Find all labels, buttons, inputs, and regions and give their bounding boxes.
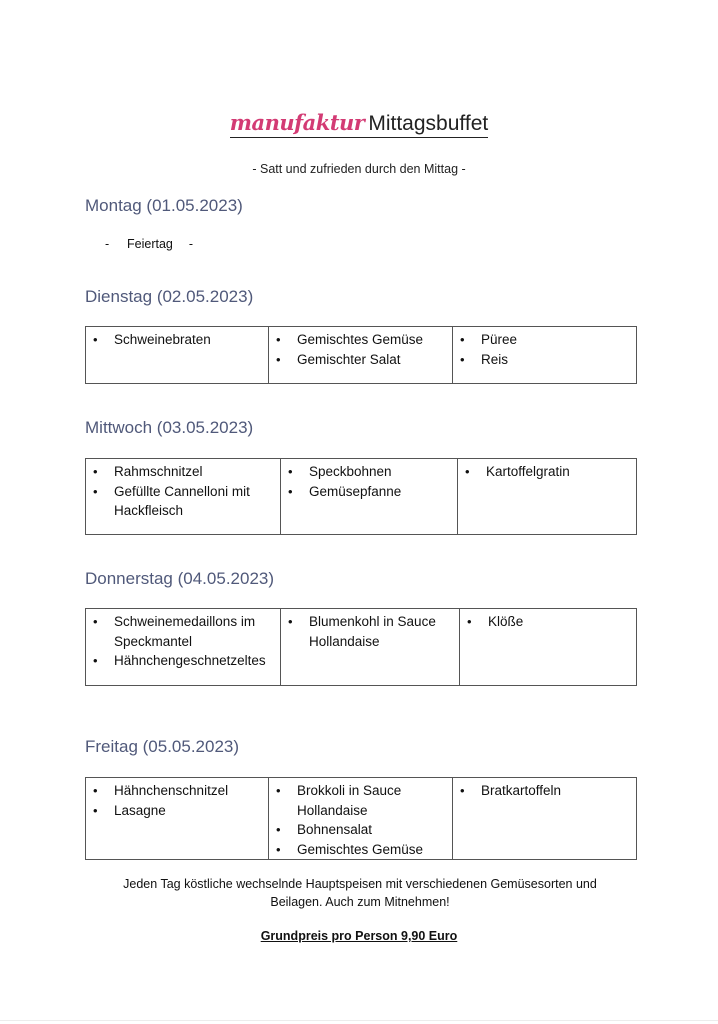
table-row <box>86 459 637 535</box>
list-item: • Schweinebraten <box>90 330 264 350</box>
list-item: • Brokkoli in Sauce Hollandaise <box>273 781 448 820</box>
side-dish-cell <box>458 459 637 535</box>
side-dish-cell <box>453 778 637 860</box>
day-heading-donnerstag: Donnerstag (04.05.2023) <box>85 569 275 588</box>
list-item: • Gemischtes Gemüse <box>273 330 448 350</box>
side-dish-cell <box>460 609 637 686</box>
main-dish-cell <box>86 327 269 384</box>
menu-table-mittwoch <box>85 458 637 535</box>
list-item: • Hähnchenschnitzel <box>90 781 264 801</box>
list-item: • Klöße <box>464 612 632 632</box>
list-item: • Schweinemedaillons im Speckmantel <box>90 612 276 651</box>
menu-table-freitag <box>85 777 637 860</box>
vegetable-cell <box>269 327 453 384</box>
holiday-note <box>105 237 193 251</box>
vegetable-cell <box>269 778 453 860</box>
list-item: • Kartoffelgratin <box>462 462 632 482</box>
list-item: • Blumenkohl in Sauce Hollandaise <box>285 612 455 651</box>
list-item: • Hähnchengeschnetzeltes <box>90 651 276 671</box>
day-heading-freitag: Freitag (05.05.2023) <box>85 737 240 756</box>
list-item: • Rahmschnitzel <box>90 462 276 482</box>
title-text: Mittagsbuffet <box>368 112 489 135</box>
main-dish-cell <box>86 609 281 686</box>
subtitle: - Satt und zufrieden durch den Mittag - <box>252 162 466 176</box>
main-dish-cell <box>86 459 281 535</box>
list-item: • Püree <box>457 330 632 350</box>
list-item: • Gemischter Salat <box>273 350 448 370</box>
table-row <box>86 327 637 384</box>
list-item: • Lasagne <box>90 801 264 821</box>
table-row <box>86 778 637 860</box>
day-heading-mittwoch: Mittwoch (03.05.2023) <box>85 418 254 437</box>
list-item: • Gemüsepfanne <box>285 482 453 502</box>
title-underlined <box>230 110 488 138</box>
holiday-label: Feiertag <box>127 237 173 251</box>
side-dish-cell <box>453 327 637 384</box>
list-item: • Gemischtes Gemüse <box>273 840 448 860</box>
vegetable-cell <box>281 459 458 535</box>
main-dish-cell <box>86 778 269 860</box>
list-item: • Reis <box>457 350 632 370</box>
footer-description: Jeden Tag köstliche wechselnde Hauptspeisen mit verschiedenen Gemüsesorten und Beilagen. Auch zum Mitnehmen! <box>123 877 597 909</box>
document-title <box>0 108 718 138</box>
brand-name: manufaktur <box>229 110 365 135</box>
dash-right: - <box>188 237 194 251</box>
day-heading-dienstag: Dienstag (02.05.2023) <box>85 287 254 306</box>
price-info: Grundpreis pro Person 9,90 Euro <box>260 929 458 943</box>
table-row <box>86 609 637 686</box>
list-item: • Bratkartoffeln <box>457 781 632 801</box>
day-heading-montag: Montag (01.05.2023) <box>85 196 243 215</box>
dash-left: - <box>105 237 110 251</box>
menu-table-dienstag <box>85 326 637 384</box>
list-item: • Gefüllte Cannelloni mit Hackfleisch <box>90 482 276 521</box>
vegetable-cell <box>281 609 460 686</box>
list-item: • Speckbohnen <box>285 462 453 482</box>
list-item: • Bohnensalat <box>273 820 448 840</box>
menu-table-donnerstag <box>85 608 637 686</box>
